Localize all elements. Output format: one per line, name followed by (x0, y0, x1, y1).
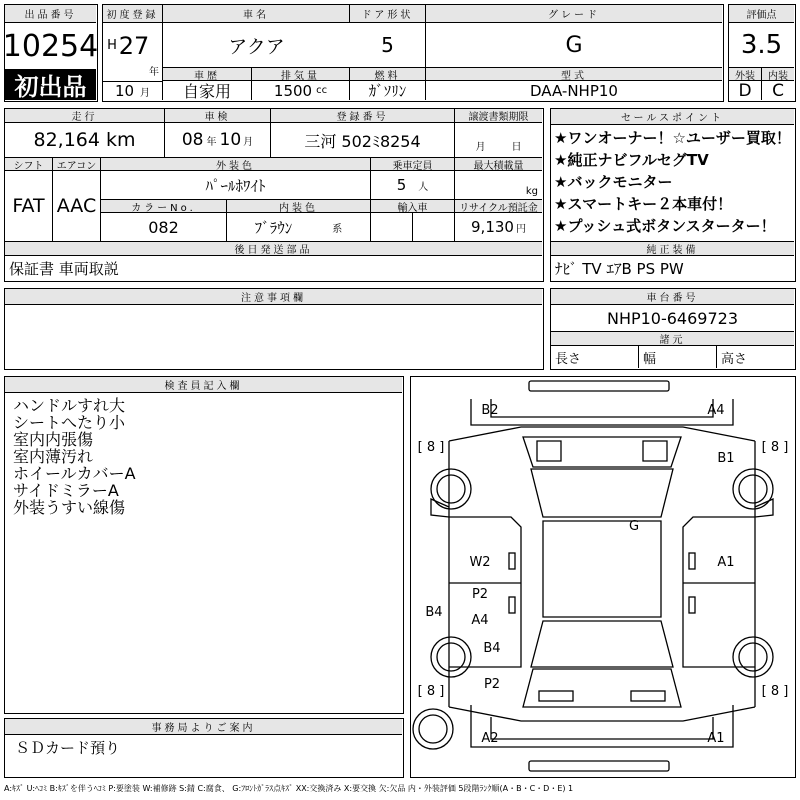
chassis-label: 車台番号 (551, 289, 794, 305)
equipment: ﾅﾋﾞ TV ｴｱB PS PW (555, 259, 684, 278)
plate-number: 三河 502ﾐ8254 (271, 123, 455, 157)
seats-label: 乗車定員 (371, 157, 455, 171)
door-type: 5 (350, 23, 426, 67)
score: 3.5 (740, 30, 783, 60)
load-unit: kg (525, 186, 538, 197)
grade: G (565, 32, 583, 58)
inspection-label: 車検 (165, 109, 271, 123)
tire-tread: [ 8 ] (417, 439, 445, 455)
inspector-note: ホイールカバーA (13, 464, 136, 483)
model-label: 型式 (426, 67, 722, 81)
displacement: 1500 (273, 81, 313, 100)
inspector-note: 室内薄汚れ (13, 447, 94, 466)
mileage-unit: km (105, 129, 136, 151)
tire-tread: [ 8 ] (761, 439, 789, 455)
inspector-note: ハンドルすれ大 (13, 396, 126, 415)
plate-label: 登録番号 (271, 109, 455, 123)
color-no: 082 (101, 213, 227, 241)
width-label: 幅 (639, 346, 717, 368)
height-label: 高さ (721, 351, 748, 367)
fuel-label: 燃料 (350, 67, 426, 81)
inspection-year-unit: 年 (206, 136, 217, 148)
later-parts-label: 後日発送部品 (5, 241, 542, 256)
transfer-label: 譲渡書類期限 (455, 109, 542, 123)
interior-color-unit: 系 (332, 223, 343, 235)
first-reg-label: 初度登録 (103, 5, 163, 23)
details-box (4, 108, 544, 282)
recycle-label: リサイクル預託金 (455, 199, 542, 213)
seats-unit: 人 (418, 181, 429, 193)
interior-color: ﾌﾞﾗｳﾝ (254, 218, 293, 237)
mileage-label: 走行 (5, 109, 165, 123)
sales-point: ★スマートキー２本車付！ (554, 195, 733, 213)
tire-tread: [ 8 ] (761, 683, 789, 699)
inspector-box (4, 376, 404, 714)
exterior-label: 外装 (729, 67, 762, 81)
inspector-note: シートへたり小 (13, 413, 126, 432)
damage-mark: B2 (481, 402, 499, 418)
history: 自家用 (163, 81, 252, 100)
damage-diagram-box (410, 376, 796, 778)
damage-mark: B1 (717, 450, 735, 466)
inspection-month: 10 (219, 130, 242, 150)
model-code: DAA-NHP10 (530, 81, 618, 100)
first-listing-badge: 初出品 (5, 69, 96, 100)
damage-mark: A1 (717, 554, 735, 570)
sales-point: ★バックモニター (554, 173, 673, 191)
recycle-unit: 円 (515, 223, 526, 235)
exterior-color-label: 外装色 (101, 157, 371, 171)
transfer-day-unit: 日 (511, 142, 522, 153)
tire-tread: [ 8 ] (417, 683, 445, 699)
car-name-label: 車名 (163, 5, 350, 23)
interior-grade: C (772, 80, 784, 101)
office-label: 事務局よりご案内 (5, 719, 402, 735)
month-unit: 月 (140, 87, 151, 99)
recycle-fee: 9,130 (471, 218, 514, 236)
grade-label: グレード (426, 5, 722, 23)
chassis-box (550, 288, 796, 370)
shift-label: シフト (5, 157, 53, 171)
import-label: 輸入車 (371, 199, 455, 213)
exterior-grade: D (729, 81, 762, 100)
door-label: ドア形状 (350, 5, 426, 23)
inspection-year: 08 (181, 130, 204, 150)
damage-mark: A4 (707, 402, 725, 418)
sales-point: ★プッシュ式ボタンスターター！ (554, 217, 776, 235)
vehicle-info-box (102, 4, 724, 102)
aircon-label: エアコン (53, 157, 101, 171)
equipment-label: 純正装備 (551, 241, 794, 256)
damage-mark: B4 (425, 604, 443, 620)
fuel: ｶﾞｿﾘﾝ (350, 81, 426, 100)
damage-mark: G (628, 518, 640, 534)
seats: 5 (396, 176, 407, 194)
inspector-label: 検査員記入欄 (5, 377, 402, 393)
damage-mark: W2 (469, 554, 491, 570)
damage-mark: A2 (481, 730, 499, 746)
office-message: ＳＤカード預り (15, 738, 121, 757)
displacement-unit: cc (316, 85, 328, 96)
damage-mark: P2 (483, 676, 501, 692)
first-reg-year: 27 (118, 32, 150, 60)
legend: A:ｷｽﾞ U:ﾍｺﾐ B:ｷｽﾞを伴うﾍｺﾐ P:要塗装 W:補修跡 S:錆 C:腐食、 G:ﾌﾛﾝﾄｶﾞﾗｽ点ｷｽﾞ XX:交換済み X:要交換 欠:欠品 内・外装評価 5段階ﾗﾝｸ順(A・B・C・D・E) 1 (4, 784, 574, 793)
lot-label: 出品番号 (5, 5, 96, 23)
caution-label: 注意事項欄 (5, 289, 542, 305)
aircon: AAC (53, 171, 101, 241)
sales-points-box (550, 108, 796, 282)
era: H (107, 37, 117, 53)
score-label: 評価点 (729, 5, 794, 23)
sales-point: ★ワンオーナー！☆ユーザー買取！ (554, 129, 791, 147)
car-name: アクア (228, 35, 285, 58)
sales-point: ★純正ナビフルセグTV (554, 151, 709, 169)
specs-label: 諸元 (551, 331, 794, 346)
office-box (4, 718, 404, 778)
interior-color-label: 内装色 (227, 199, 371, 213)
lot-number: 10254 (2, 28, 99, 64)
inspector-note: サイドミラーA (13, 481, 119, 500)
inspector-note: 外装うすい線傷 (13, 498, 126, 517)
later-parts: 保証書 車両取説 (9, 259, 119, 278)
load-label: 最大積載量 (455, 157, 542, 171)
damage-mark: B4 (483, 640, 501, 656)
car-diagram (411, 377, 794, 776)
color-no-label: カラーNo. (101, 199, 227, 213)
score-box (728, 4, 796, 102)
year-unit: 年 (149, 66, 159, 78)
inspector-note: 室内内張傷 (13, 430, 94, 449)
shift: FAT (5, 171, 53, 241)
damage-mark: P2 (471, 586, 489, 602)
sales-points-label: セールスポイント (551, 109, 794, 125)
caution-box (4, 288, 544, 370)
displacement-label: 排気量 (252, 67, 350, 81)
chassis-number: NHP10-6469723 (606, 308, 739, 328)
transfer-month-unit: 月 (475, 142, 486, 153)
damage-mark: A4 (471, 612, 489, 628)
exterior-color: ﾊﾟｰﾙﾎﾜｲﾄ (101, 171, 371, 199)
mileage: 82,164 (33, 129, 100, 151)
length-label: 長さ (551, 346, 639, 368)
first-reg-month: 10 (114, 82, 135, 100)
inspection-month-unit: 月 (243, 136, 254, 148)
interior-label: 内装 (762, 67, 794, 81)
damage-mark: A1 (707, 730, 725, 746)
history-label: 車歴 (163, 67, 252, 81)
lot-box (4, 4, 98, 102)
